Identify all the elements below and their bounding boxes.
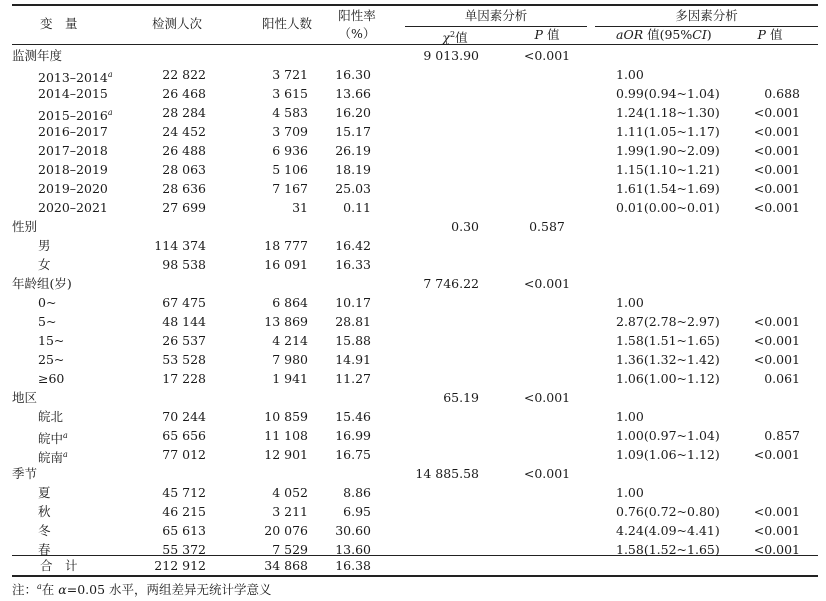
row-label-sup: a xyxy=(63,450,68,459)
group-label xyxy=(12,274,72,293)
p1-symbol: P xyxy=(534,27,543,42)
cell-positive: 4 052 xyxy=(272,485,308,500)
cell-aor: 4.24(4.09~4.41) xyxy=(616,523,720,538)
cell-aor: 1.00 xyxy=(616,295,644,310)
row-label-text: 皖南 xyxy=(38,450,64,465)
row-label xyxy=(38,141,108,160)
cell-aor: 1.06(1.00~1.12) xyxy=(616,371,720,386)
cell-p-univariate: <0.001 xyxy=(523,466,571,481)
cell-p-multivariate: <0.001 xyxy=(753,314,800,329)
cell-rate: 6.95 xyxy=(343,504,371,519)
cell-tested: 28 636 xyxy=(162,181,206,196)
cell-tested: 26 488 xyxy=(162,143,206,158)
cell-tested: 55 372 xyxy=(162,542,206,557)
cell-p-univariate: <0.001 xyxy=(523,48,571,63)
row-label-text: 0~ xyxy=(38,295,57,310)
note-prefix: 注： xyxy=(12,582,38,597)
cell-p-multivariate: <0.001 xyxy=(753,542,800,557)
cell-positive: 3 615 xyxy=(272,86,308,101)
cell-chi-square: 65.19 xyxy=(443,390,479,405)
cell-positive: 13 869 xyxy=(264,314,308,329)
cell-p-multivariate: <0.001 xyxy=(753,162,800,177)
cell-rate: 0.11 xyxy=(343,200,371,215)
cell-tested: 114 374 xyxy=(154,238,206,253)
cell-rate: 16.33 xyxy=(335,257,371,272)
cell-tested: 98 538 xyxy=(162,257,206,272)
cell-aor: 1.58(1.51~1.65) xyxy=(616,333,720,348)
cell-aor: 1.15(1.10~1.21) xyxy=(616,162,720,177)
cell-rate: 15.88 xyxy=(335,333,371,348)
note-post: =0.05 水平，两组差异无统计学意义 xyxy=(66,582,272,597)
cell-positive: 3 211 xyxy=(272,504,308,519)
cell-tested: 27 699 xyxy=(162,200,206,215)
cell-rate: 26.19 xyxy=(335,143,371,158)
cell-tested: 26 468 xyxy=(162,86,206,101)
row-label-text: 2014–2015 xyxy=(38,86,108,101)
row-label xyxy=(38,483,51,502)
chi-suffix: 值 xyxy=(455,30,468,45)
row-label xyxy=(38,331,64,350)
row-label-text: 季节 xyxy=(12,466,38,481)
header-chi-square xyxy=(405,25,505,47)
row-label xyxy=(38,521,51,540)
cell-aor: 1.99(1.90~2.09) xyxy=(616,143,720,158)
cell-p-multivariate: <0.001 xyxy=(753,181,800,196)
p2-symbol: P xyxy=(757,27,766,42)
cell-rate: 16.75 xyxy=(335,447,371,462)
cell-positive: 10 859 xyxy=(264,409,308,424)
cell-rate: 14.91 xyxy=(335,352,371,367)
cell-positive: 20 076 xyxy=(264,523,308,538)
row-label-text: 男 xyxy=(38,238,51,253)
cell-tested: 28 063 xyxy=(162,162,206,177)
aor-prefix: a xyxy=(616,27,624,42)
cell-aor: 1.00 xyxy=(616,67,644,82)
cell-rate: 16.42 xyxy=(335,238,371,253)
row-label xyxy=(38,350,64,369)
cell-p-univariate: <0.001 xyxy=(523,276,571,291)
header-p-multivariate xyxy=(740,25,800,44)
cell-rate: 10.17 xyxy=(335,295,371,310)
cell-chi-square: 7 746.22 xyxy=(423,276,479,291)
cell-rate: 18.19 xyxy=(335,162,371,177)
cell-positive: 3 709 xyxy=(272,124,308,139)
cell-aor: 1.61(1.54~1.69) xyxy=(616,181,720,196)
chi-symbol: χ xyxy=(442,30,450,45)
row-label-sup: a xyxy=(107,70,113,79)
row-label-text: 2020–2021 xyxy=(38,200,108,215)
row-label xyxy=(38,122,108,141)
cell-aor: 0.76(0.72~0.80) xyxy=(616,504,720,519)
cell-chi-square: 9 013.90 xyxy=(423,48,479,63)
row-label xyxy=(38,236,51,255)
cell-positive: 7 980 xyxy=(272,352,308,367)
cell-aor: 0.01(0.00~0.01) xyxy=(616,200,720,215)
header-aor xyxy=(616,25,712,44)
cell-p-multivariate: <0.001 xyxy=(753,200,800,215)
cell-rate: 13.60 xyxy=(335,542,371,557)
cell-chi-square: 0.30 xyxy=(451,219,479,234)
cell-rate: 16.99 xyxy=(335,428,371,443)
cell-p-multivariate: 0.061 xyxy=(764,371,800,386)
cell-positive: 12 901 xyxy=(264,447,308,462)
total-positive: 34 868 xyxy=(264,558,308,573)
row-label-sup: a xyxy=(107,108,113,117)
row-label-text: ≥60 xyxy=(38,371,65,386)
aor-mid: 值(95% xyxy=(643,27,693,42)
row-label-text: 年龄组(岁) xyxy=(12,276,72,291)
header-positive: 阳性人数 xyxy=(261,16,312,31)
row-label xyxy=(38,198,108,217)
cell-tested: 77 012 xyxy=(162,447,206,462)
row-label xyxy=(38,293,56,312)
row-label-text: 2015–2016 xyxy=(38,108,108,123)
p1-suffix: 值 xyxy=(542,27,560,42)
aor-or: OR xyxy=(623,27,644,42)
cell-positive: 4 583 xyxy=(272,105,308,120)
cell-p-multivariate: <0.001 xyxy=(753,105,800,120)
total-rate: 16.38 xyxy=(335,558,371,573)
cell-tested: 70 244 xyxy=(162,409,206,424)
row-label-text: 夏 xyxy=(38,485,51,500)
cell-aor: 1.36(1.32~1.42) xyxy=(616,352,720,367)
row-label-text: 皖北 xyxy=(38,409,64,424)
cell-tested: 53 528 xyxy=(162,352,206,367)
cell-p-multivariate: <0.001 xyxy=(753,504,800,519)
row-label xyxy=(38,502,51,521)
cell-rate: 30.60 xyxy=(335,523,371,538)
cell-chi-square: 14 885.58 xyxy=(415,466,479,481)
cell-tested: 45 712 xyxy=(162,485,206,500)
table-footnote xyxy=(12,580,272,598)
cell-rate: 28.81 xyxy=(335,314,371,329)
row-label xyxy=(38,179,108,198)
row-label xyxy=(38,312,56,331)
cell-p-multivariate: 0.688 xyxy=(764,86,800,101)
cell-p-univariate: 0.587 xyxy=(529,219,565,234)
row-label xyxy=(38,84,108,103)
row-label-text: 地区 xyxy=(12,390,38,405)
cell-tested: 26 537 xyxy=(162,333,206,348)
cell-positive: 5 106 xyxy=(272,162,308,177)
cell-p-multivariate: <0.001 xyxy=(753,447,800,462)
cell-p-multivariate: <0.001 xyxy=(753,352,800,367)
cell-rate: 16.30 xyxy=(335,67,371,82)
row-label-text: 冬 xyxy=(38,523,51,538)
cell-tested: 46 215 xyxy=(162,504,206,519)
cell-positive: 7 529 xyxy=(272,542,308,557)
cell-tested: 22 822 xyxy=(162,67,206,82)
cell-tested: 65 656 xyxy=(162,428,206,443)
bottom-rule xyxy=(12,575,818,577)
row-label-text: 监测年度 xyxy=(12,48,63,63)
cell-positive: 31 xyxy=(292,200,308,215)
header-p-univariate xyxy=(507,25,587,44)
cell-p-multivariate: <0.001 xyxy=(753,124,800,139)
cell-aor: 0.99(0.94~1.04) xyxy=(616,86,720,101)
cell-tested: 28 284 xyxy=(162,105,206,120)
cell-tested: 48 144 xyxy=(162,314,206,329)
row-label-text: 5~ xyxy=(38,314,57,329)
row-label-text: 2018–2019 xyxy=(38,162,108,177)
row-label-text: 2013–2014 xyxy=(38,70,108,85)
row-label-sup: a xyxy=(63,431,68,440)
cell-p-multivariate: 0.857 xyxy=(764,428,800,443)
header-multivariate: 多因素分析 xyxy=(675,8,738,23)
total-label: 合 计 xyxy=(40,558,78,573)
row-label-text: 皖中 xyxy=(38,431,64,446)
cell-aor: 1.58(1.52~1.65) xyxy=(616,542,720,557)
row-label xyxy=(38,407,63,426)
cell-aor: 1.00(0.97~1.04) xyxy=(616,428,720,443)
row-label-text: 女 xyxy=(38,257,51,272)
cell-rate: 16.20 xyxy=(335,105,371,120)
cell-positive: 16 091 xyxy=(264,257,308,272)
group-label xyxy=(12,388,37,407)
cell-tested: 65 613 xyxy=(162,523,206,538)
header-variable: 变 量 xyxy=(40,16,78,31)
header-univariate: 单因素分析 xyxy=(464,8,528,23)
cell-rate: 13.66 xyxy=(335,86,371,101)
row-label-text: 2017–2018 xyxy=(38,143,108,158)
group-label xyxy=(12,464,37,483)
aor-ci: CI xyxy=(692,27,707,42)
cell-positive: 3 721 xyxy=(272,67,308,82)
row-label-text: 性别 xyxy=(12,219,38,234)
note-mid: 在 xyxy=(41,582,59,597)
cell-positive: 6 864 xyxy=(272,295,308,310)
cell-aor: 1.00 xyxy=(616,485,644,500)
cell-positive: 1 941 xyxy=(272,371,308,386)
cell-p-multivariate: <0.001 xyxy=(753,143,800,158)
cell-rate: 15.17 xyxy=(335,124,371,139)
header-tested: 检测人次 xyxy=(151,16,202,31)
cell-aor: 1.00 xyxy=(616,409,644,424)
cell-rate: 15.46 xyxy=(335,409,371,424)
cell-positive: 18 777 xyxy=(264,238,308,253)
row-label xyxy=(38,255,51,274)
cell-aor: 1.24(1.18~1.30) xyxy=(616,105,720,120)
row-label-text: 15~ xyxy=(38,333,65,348)
chi-sup: 2 xyxy=(449,30,456,39)
row-label-text: 25~ xyxy=(38,352,65,367)
row-label-text: 秋 xyxy=(38,504,51,519)
note-sup: a xyxy=(37,582,42,591)
cell-rate: 11.27 xyxy=(335,371,371,386)
cell-p-univariate: <0.001 xyxy=(523,390,571,405)
row-label xyxy=(38,160,108,179)
total-tested: 212 912 xyxy=(154,558,206,573)
cell-tested: 67 475 xyxy=(162,295,206,310)
cell-p-multivariate: <0.001 xyxy=(753,333,800,348)
group-label xyxy=(12,217,37,236)
cell-aor: 1.09(1.06~1.12) xyxy=(616,447,720,462)
p2-suffix: 值 xyxy=(765,27,783,42)
header-rate-unit: （%） xyxy=(338,26,376,41)
header-rate: 阳性率 xyxy=(338,8,376,23)
cell-positive: 7 167 xyxy=(272,181,308,196)
cell-positive: 6 936 xyxy=(272,143,308,158)
row-label-text: 春 xyxy=(38,542,51,557)
row-label-text: 2016–2017 xyxy=(38,124,108,139)
row-label xyxy=(38,445,68,467)
cell-tested: 24 452 xyxy=(162,124,206,139)
cell-rate: 25.03 xyxy=(335,181,371,196)
row-label-text: 2019–2020 xyxy=(38,181,108,196)
cell-aor: 1.11(1.05~1.17) xyxy=(616,124,720,139)
cell-rate: 8.86 xyxy=(343,485,371,500)
aor-post: ) xyxy=(706,27,712,42)
cell-aor: 2.87(2.78~2.97) xyxy=(616,314,720,329)
cell-positive: 4 214 xyxy=(272,333,308,348)
cell-positive: 11 108 xyxy=(264,428,308,443)
row-label xyxy=(38,369,64,388)
group-label xyxy=(12,46,62,65)
note-alpha: α xyxy=(58,582,67,597)
cell-p-multivariate: <0.001 xyxy=(753,523,800,538)
cell-tested: 17 228 xyxy=(162,371,206,386)
